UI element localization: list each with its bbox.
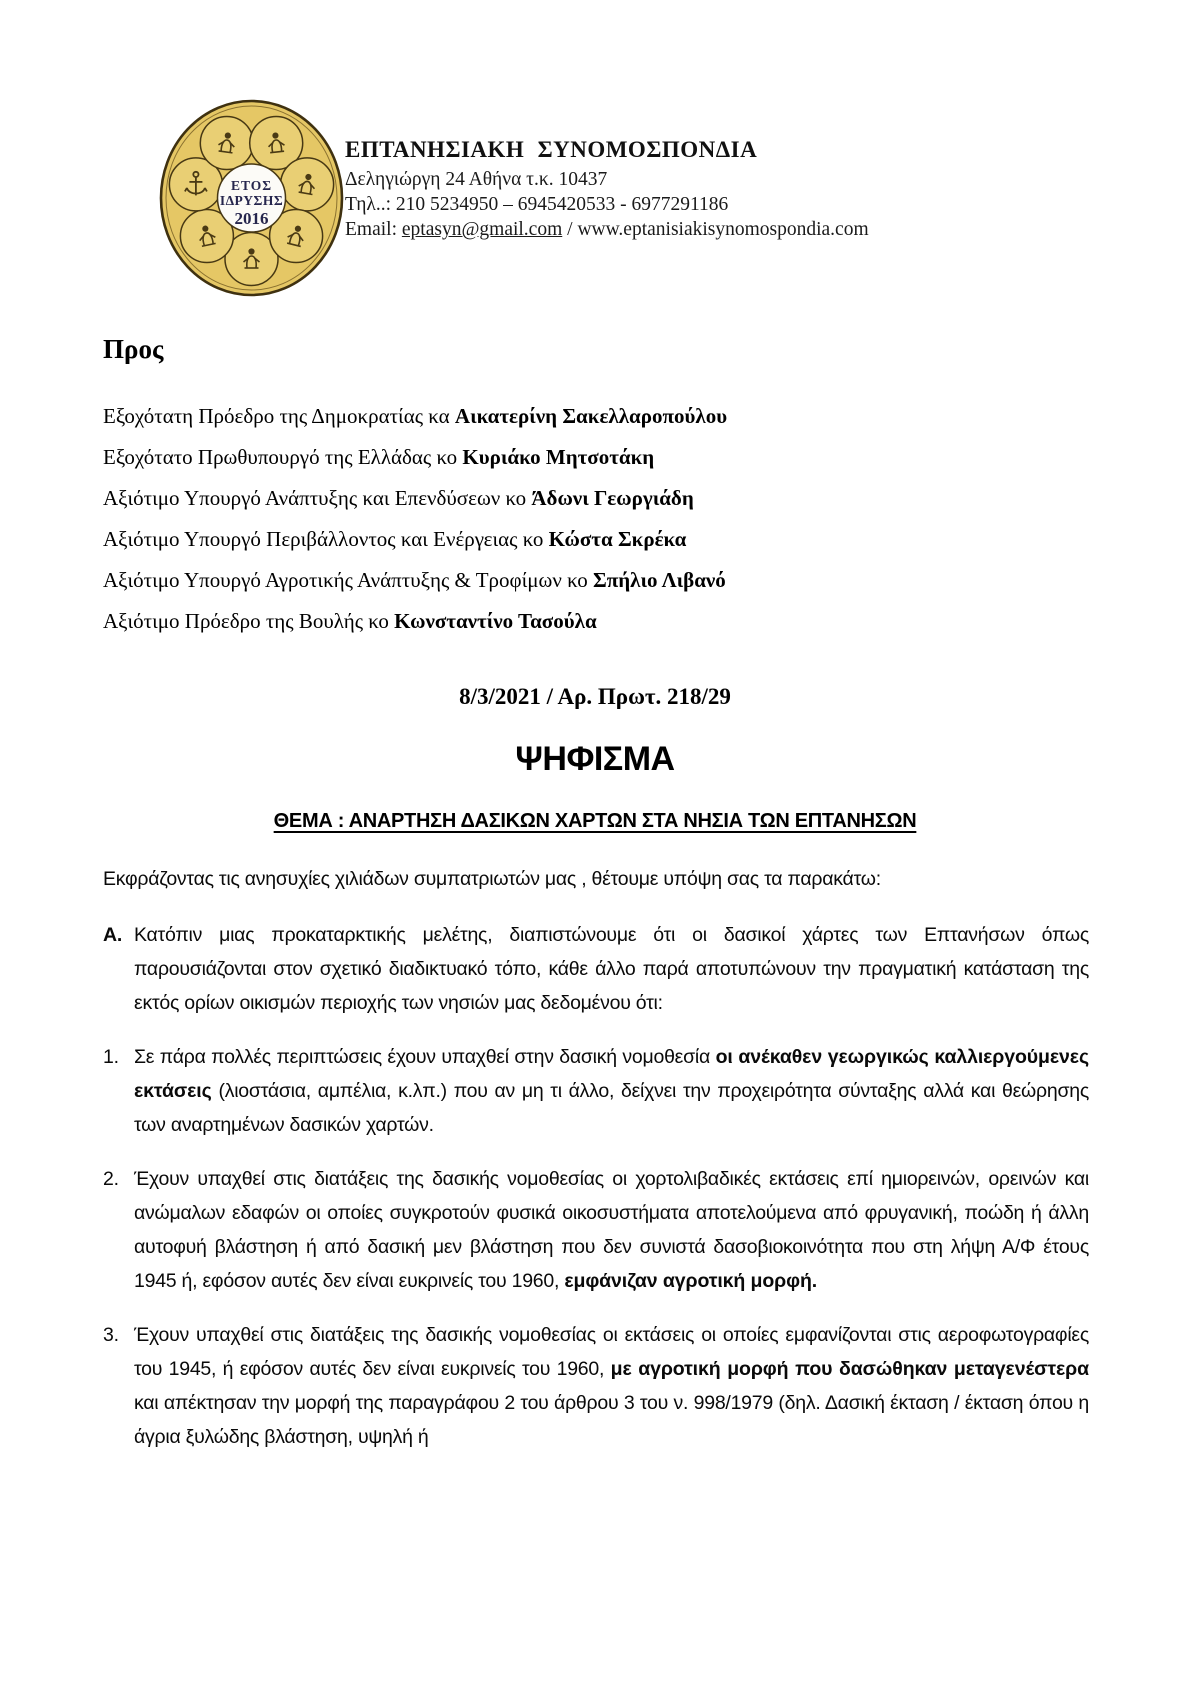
recipient-name: Αικατερίνη Σακελλαροπούλου <box>454 404 728 428</box>
resolution-body <box>103 862 1089 1454</box>
recipient-name: Κωνσταντίνο Τασούλα <box>394 609 597 633</box>
recipient-row: Αξιότιμο Πρόεδρο της Βουλής κο Κωνσταντίνο Τασούλα <box>103 609 597 633</box>
recipient-row: Εξοχότατη Πρόεδρο της Δημοκρατίας κα Αικατερίνη Σακελλαροπούλου <box>103 404 728 428</box>
section-a <box>103 918 1089 1020</box>
recipient-row: Αξιότιμο Υπουργό Περιβάλλοντος και Ενέργειας κο Κώστα Σκρέκα <box>103 527 687 551</box>
contact-separator: / <box>562 219 578 240</box>
numbered-item-3 <box>103 1318 1089 1454</box>
email-link[interactable]: eptasyn@gmail.com <box>401 219 563 240</box>
resolution-title: ΨΗΦΙΣΜΑ <box>515 740 675 778</box>
logo-year-line3: 2016 <box>234 209 269 228</box>
logo-year-line1: ΕΤΟΣ <box>230 178 273 193</box>
date-protocol-line: 8/3/2021 / Αρ. Πρωτ. 218/29 <box>459 684 731 709</box>
recipient-row: Αξιότιμο Υπουργό Ανάπτυξης και Επενδύσεων κο Άδωνι Γεωργιάδη <box>103 486 694 510</box>
letterhead <box>345 136 869 242</box>
item-text: Κατόπιν μιας προκαταρκτικής μελέτης, διαπιστώνουμε ότι οι δασικοί χάρτες των Επτανήσων όπως παρουσιάζονται στον σχετικό διαδικτυακό τόπο, κάθε άλλο παρά αποτυπώνουν την πραγματική κατάσταση της εκτός ορίων οικισμών περιοχής των νησιών μας δεδομένου ότι: <box>134 924 1089 1014</box>
to-heading: Προς <box>103 334 164 364</box>
org-contact-line <box>345 217 869 242</box>
recipient-row: Αξιότιμο Υπουργό Αγροτικής Ανάπτυξης & Τροφίμων κο Σπήλιο Λιβανό <box>103 568 726 592</box>
org-phone: Τηλ..: 210 5234950 – 6945420533 - 6977291186 <box>345 194 729 215</box>
recipient-name: Κυριάκο Μητσοτάκη <box>462 445 655 469</box>
list-marker: 2. <box>103 1168 119 1190</box>
numbered-item-2 <box>103 1162 1089 1298</box>
confederation-emblem-icon <box>158 98 345 298</box>
website-text: www.eptanisiakisynomospondia.com <box>577 219 869 240</box>
item-text: Σε πάρα πολλές περιπτώσεις έχουν υπαχθεί στην δασική νομοθεσία οι ανέκαθεν γεωργικώς καλλιεργούμενες εκτάσεις (λιοστάσια, αμπέλια, κ.λπ.) που αν μη τι άλλο, δείχνει την προχειρότητα σύνταξης αλλά και θεώρησης των αναρτημένων δασικών χαρτών. <box>134 1046 1089 1136</box>
recipient-name: Σπήλιο Λιβανό <box>592 568 726 592</box>
list-marker: Α. <box>103 924 122 946</box>
list-marker: 1. <box>103 1046 119 1068</box>
org-address: Δεληγιώργη 24 Αθήνα τ.κ. 10437 <box>345 169 608 190</box>
recipient-row: Εξοχότατο Πρωθυπουργό της Ελλάδας κο Κυριάκο Μητσοτάκη <box>103 445 655 469</box>
recipient-name: Άδωνι Γεωργιάδη <box>531 486 694 510</box>
logo-year-line2: ΙΔΡΥΣΗΣ <box>219 193 284 208</box>
org-name: ΕΠΤΑΝΗΣΙΑΚΗ ΣΥΝΟΜΟΣΠΟΝΔΙΑ <box>345 137 758 162</box>
intro-paragraph: Εκφράζοντας τις ανησυχίες χιλιάδων συμπατριωτών μας , θέτουμε υπόψη σας τα παρακάτω: <box>103 868 881 890</box>
email-label: Email: <box>345 219 402 240</box>
recipient-name: Κώστα Σκρέκα <box>548 527 687 551</box>
recipient-list <box>103 396 727 642</box>
item-text: Έχουν υπαχθεί στις διατάξεις της δασικής νομοθεσίας οι χορτολιβαδικές εκτάσεις επί ημιορεινών, ορεινών και ανώμαλων εδαφών οι οποίες συγκροτούν φυσικά οικοσυστήματα αποτελούμενα από φρυγανική, ποώδη ή άλλη αυτοφυή βλάστηση ή από δασική μεν βλάστηση που δεν συνιστά δασοβιοκοινότητα που στη λήψη Α/Φ έτους 1945 ή, εφόσον αυτές δεν είναι ευκρινείς του 1960, εμφάνιζαν αγροτική μορφή. <box>134 1168 1089 1292</box>
subject-line: ΘΕΜΑ : ΑΝΑΡΤΗΣΗ ΔΑΣΙΚΩΝ ΧΑΡΤΩΝ ΣΤΑ ΝΗΣΙΑ ΤΩΝ ΕΠΤΑΝΗΣΩΝ <box>273 810 917 832</box>
list-marker: 3. <box>103 1324 119 1346</box>
numbered-item-1 <box>103 1040 1089 1142</box>
item-text: Έχουν υπαχθεί στις διατάξεις της δασικής νομοθεσίας οι εκτάσεις οι οποίες εμφανίζονται στις αεροφωτογραφίες του 1945, ή εφόσον αυτές δεν είναι ευκρινείς του 1960, με αγροτική μορφή που δασώθηκαν μεταγενέστερα και απέκτησαν την μορφή της παραγράφου 2 του άρθρου 3 του ν. 998/1979 (δηλ. Δασική έκταση / έκταση όπου η άγρια ξυλώδης βλάστηση, υψηλή ή <box>134 1324 1089 1448</box>
